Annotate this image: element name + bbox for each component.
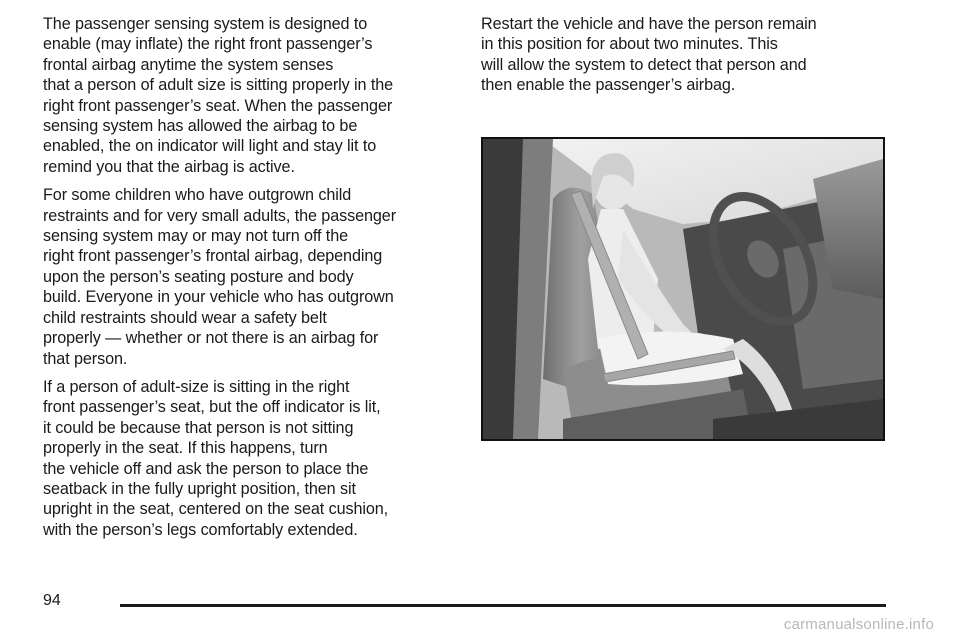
text-line: enabled, the on indicator will light and stay lit to (43, 137, 377, 156)
text-line: upright in the seat, centered on the seat cushion, (43, 500, 389, 519)
text-line: child restraints should wear a safety belt (43, 308, 327, 327)
paragraph-children-small-adults (43, 185, 453, 369)
text-line: front passenger’s seat, but the off indicator is lit, (43, 398, 381, 417)
text-line: right front passenger’s seat. When the passenger (43, 96, 393, 115)
paragraph-airbag-enable (43, 14, 453, 177)
passenger-illustration-graphic (483, 139, 883, 439)
text-line: build. Everyone in your vehicle who has outgrown (43, 288, 394, 307)
text-line: that a person of adult size is sitting properly in the (43, 76, 394, 95)
text-line: with the person’s legs comfortably extended. (43, 520, 358, 539)
text-line: then enable the passenger’s airbag. (481, 76, 736, 95)
paragraph-restart-vehicle (481, 14, 891, 96)
page-number: 94 (43, 592, 61, 609)
text-line: seatback in the fully upright position, then sit (43, 479, 356, 498)
text-line: in this position for about two minutes. This (481, 35, 778, 54)
text-line: Restart the vehicle and have the person remain (481, 15, 817, 33)
text-line: sensing system may or may not turn off the (43, 227, 348, 246)
text-line: The passenger sensing system is designed to (43, 15, 368, 33)
paragraph-off-indicator (43, 377, 453, 540)
text-line: properly — whether or not there is an airbag for (43, 329, 379, 348)
text-line: For some children who have outgrown child (43, 186, 352, 205)
text-line: sensing system has allowed the airbag to be (43, 117, 358, 136)
footer-rule (120, 604, 886, 607)
text-line: If a person of adult-size is sitting in the right (43, 377, 350, 396)
text-line: properly in the seat. If this happens, turn (43, 439, 328, 458)
text-line: enable (may inflate) the right front passenger’s (43, 35, 373, 54)
text-line: will allow the system to detect that person and (481, 55, 807, 74)
text-line: upon the person’s seating posture and body (43, 267, 354, 286)
text-line: frontal airbag anytime the system senses (43, 55, 334, 74)
left-column (43, 14, 453, 548)
passenger-seated-illustration (481, 137, 885, 441)
right-column (481, 14, 891, 104)
text-line: the vehicle off and ask the person to place the (43, 459, 369, 478)
text-line: remind you that the airbag is active. (43, 157, 295, 176)
watermark: carmanualsonline.info (783, 616, 934, 633)
text-line: right front passenger’s frontal airbag, depending (43, 247, 383, 266)
text-line: it could be because that person is not sitting (43, 418, 354, 437)
text-line: restraints and for very small adults, the passenger (43, 206, 396, 225)
text-line: that person. (43, 349, 128, 368)
